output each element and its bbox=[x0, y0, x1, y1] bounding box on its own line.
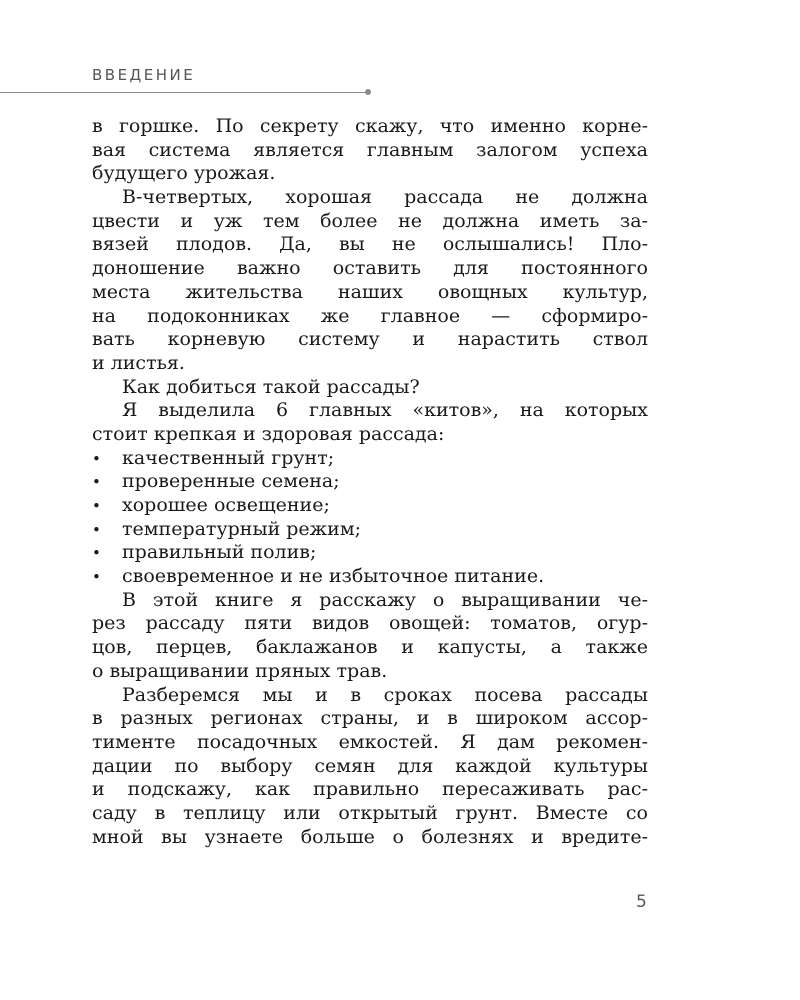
paragraph bbox=[92, 589, 648, 684]
paragraph bbox=[92, 376, 648, 400]
list-item bbox=[92, 518, 648, 542]
text-line: стоит крепкая и здоровая рассада: bbox=[92, 422, 445, 445]
paragraph bbox=[92, 186, 648, 376]
text-line: вая система является главным залогом успеха bbox=[92, 138, 648, 161]
page-number: 5 bbox=[636, 892, 647, 912]
text-line: дации по выбору семян для каждой культуры bbox=[92, 754, 648, 777]
header-rule-dot bbox=[365, 89, 371, 95]
list-item-text: своевременное и не избыточное питание. bbox=[122, 565, 545, 588]
paragraph bbox=[92, 115, 648, 186]
bullet-icon: • bbox=[92, 568, 101, 587]
list-item bbox=[92, 541, 648, 565]
bullet-icon: • bbox=[92, 544, 101, 563]
list-item-text: качественный грунт; bbox=[122, 446, 335, 469]
text-line: цов, перцев, баклажанов и капусты, а также bbox=[92, 636, 648, 659]
text-line: о выращивании пряных трав. bbox=[92, 659, 388, 682]
list-item-text: температурный режим; bbox=[122, 517, 362, 540]
text-line: Как добиться такой рассады? bbox=[122, 375, 420, 398]
text-line: в разных регионах страны, и в широком ассор- bbox=[92, 707, 648, 730]
list-item bbox=[92, 565, 648, 589]
header-rule bbox=[0, 92, 368, 93]
list-item-text: хорошее освещение; bbox=[122, 494, 330, 516]
text-line: мной вы узнаете больше о болезнях и вредите- bbox=[92, 825, 648, 848]
list-item-text: правильный полив; bbox=[122, 541, 317, 564]
list-item bbox=[92, 470, 648, 494]
text-line: Разберемся мы и в сроках посева рассады bbox=[122, 683, 648, 706]
text-line: в горшке. По секрету скажу, что именно корне- bbox=[92, 115, 648, 137]
running-head-section-title: ВВЕДЕНИЕ bbox=[92, 66, 196, 84]
text-line: В-четвертых, хорошая рассада не должна bbox=[122, 186, 648, 209]
text-line: вать корневую систему и нарастить ствол bbox=[92, 328, 648, 351]
paragraph bbox=[92, 399, 648, 446]
text-line: места жительства наших овощных культур, bbox=[92, 280, 648, 303]
text-line: будущего урожая. bbox=[92, 162, 276, 185]
text-line: на подоконниках же главное — сформиро- bbox=[92, 304, 648, 327]
bullet-icon: • bbox=[92, 449, 101, 468]
text-line: и подскажу, как правильно пересаживать рас- bbox=[92, 778, 648, 801]
text-line: рез рассаду пяти видов овощей: томатов, огур- bbox=[92, 612, 648, 635]
text-line: и листья. bbox=[92, 351, 185, 374]
bullet-icon: • bbox=[92, 497, 101, 515]
text-line: Я выделила 6 главных «китов», на которых bbox=[122, 399, 648, 422]
text-line: саду в теплицу или открытый грунт. Вместе со bbox=[92, 801, 648, 824]
text-line: В этой книге я расскажу о выращивании че- bbox=[122, 588, 648, 611]
text-line: тименте посадочных емкостей. Я дам рекомен- bbox=[92, 730, 648, 753]
bullet-icon: • bbox=[92, 473, 101, 492]
page-body bbox=[92, 115, 648, 849]
text-line: доношение важно оставить для постоянного bbox=[92, 257, 648, 280]
bullet-list bbox=[92, 447, 648, 589]
list-item-text: проверенные семена; bbox=[122, 470, 340, 493]
bullet-icon: • bbox=[92, 520, 101, 539]
paragraph bbox=[92, 684, 648, 850]
text-line: цвести и уж тем более не должна иметь за- bbox=[92, 209, 648, 232]
text-line: вязей плодов. Да, вы не ослышались! Пло- bbox=[92, 233, 648, 256]
list-item bbox=[92, 494, 648, 518]
list-item bbox=[92, 447, 648, 471]
